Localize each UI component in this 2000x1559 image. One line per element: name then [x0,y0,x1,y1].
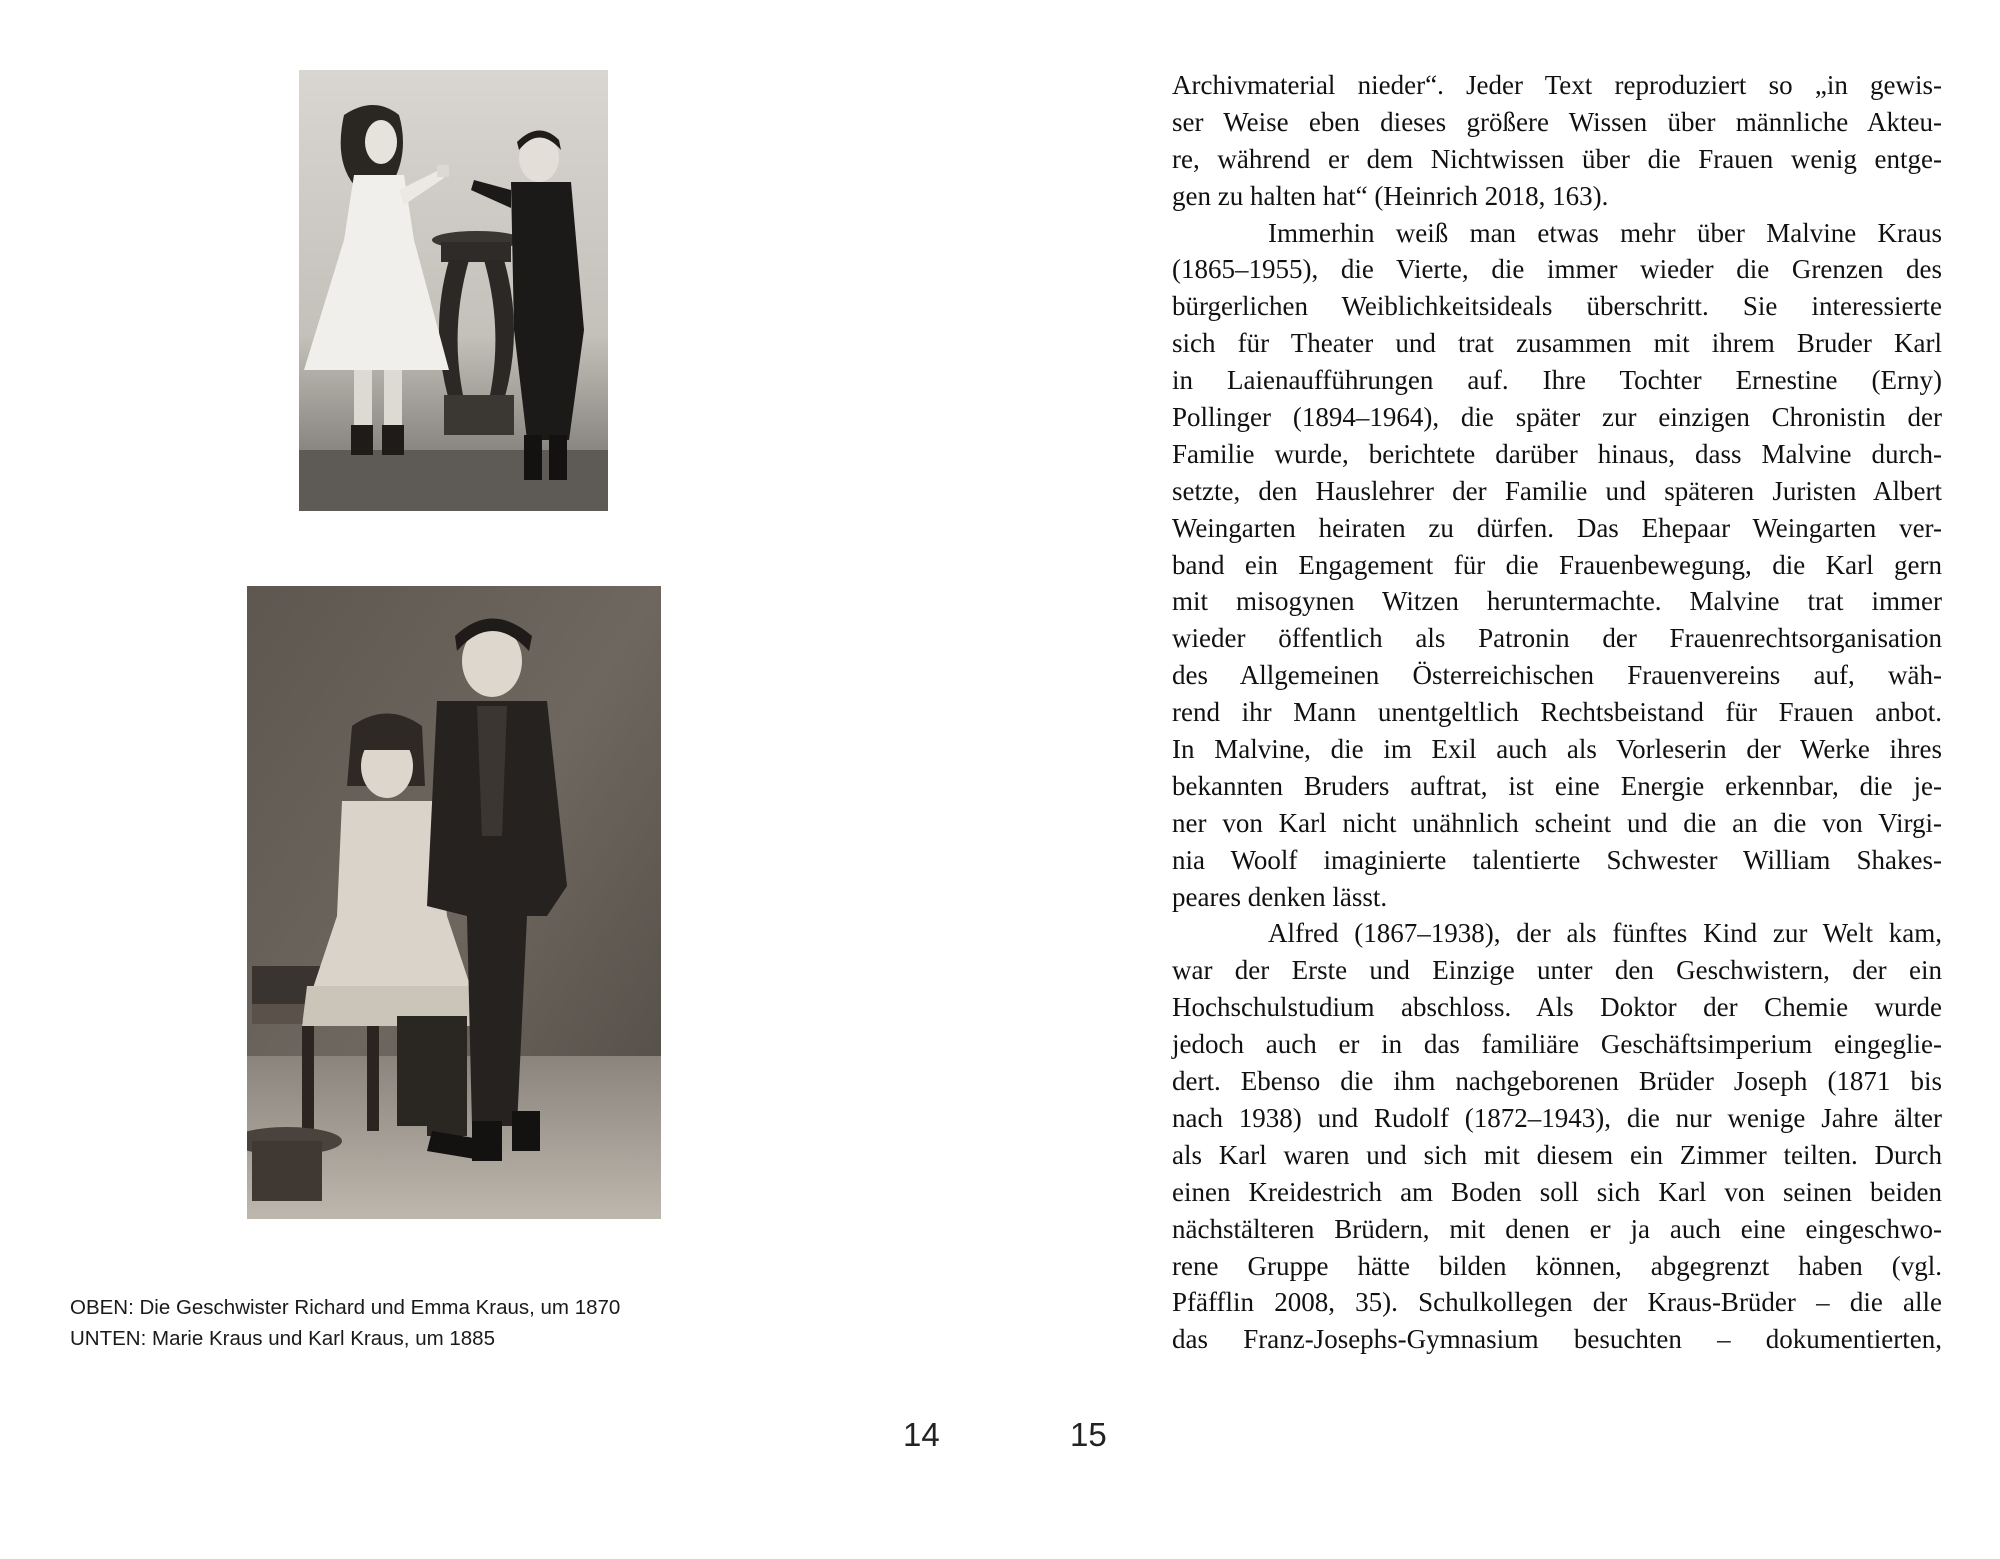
photo-caption [70,1292,750,1354]
body-text [1172,67,1942,1358]
text-line: setzte, den Hauslehrer der Familie und späteren Juristen Albert [1172,475,1942,506]
photo-marie-and-karl-image [247,586,661,1219]
text-line: bürgerlichen Weiblichkeitsideals überschritt. Sie interessierte [1172,291,1942,322]
text-line: band ein Engagement für die Frauenbewegung, die Karl gern [1172,549,1942,580]
photo-marie-and-karl [247,586,661,1219]
text-line: Hochschulstudium abschloss. Als Doktor der Chemie wurde [1172,992,1942,1023]
text-line: ner von Karl nicht unähnlich scheint und die an die von Virgi- [1172,807,1942,838]
text-line: Weingarten heiraten zu dürfen. Das Ehepaar Weingarten ver- [1172,512,1942,543]
text-line: Archivmaterial nieder“. Jeder Text reproduziert so „in gewis- [1172,70,1942,100]
text-line: Pfäfflin 2008, 35). Schulkollegen der Kraus-Brüder – die alle [1172,1287,1942,1318]
page-number-right: 15 [1070,1416,1107,1453]
text-line: Pollinger (1894–1964), die später zur einzigen Chronistin der [1172,402,1942,433]
text-line: dert. Ebenso die ihm nachgeborenen Brüder Joseph (1871 bis [1172,1066,1942,1097]
text-line: rend ihr Mann unentgeltlich Rechtsbeistand für Frauen anbot. [1172,697,1942,728]
text-line: ser Weise eben dieses größere Wissen über männliche Akteu- [1172,106,1942,137]
text-line: mit misogynen Witzen heruntermachte. Malvine trat immer [1172,586,1942,617]
text-line: nächstälteren Brüdern, mit denen er ja auch eine eingeschwo- [1172,1213,1942,1244]
text-line: rene Gruppe hätte bilden können, abgegrenzt haben (vgl. [1172,1250,1942,1281]
text-line: Alfred (1867–1938), der als fünftes Kind zur Welt kam, [1268,918,1942,949]
photo-richard-and-emma-image [299,70,608,511]
text-line: sich für Theater und trat zusammen mit ihrem Bruder Karl [1172,328,1942,359]
text-line: als Karl waren und sich mit diesem ein Zimmer teilten. Durch [1172,1139,1942,1170]
text-line: nach 1938) und Rudolf (1872–1943), die nur wenige Jahre älter [1172,1102,1942,1133]
text-line: In Malvine, die im Exil auch als Vorleserin der Werke ihres [1172,734,1942,765]
caption-top: OBEN: Die Geschwister Richard und Emma Kraus, um 1870 [70,1296,621,1319]
text-line: (1865–1955), die Vierte, die immer wieder die Grenzen des [1172,254,1942,285]
text-line: re, während er dem Nichtwissen über die Frauen wenig entge- [1172,143,1942,174]
text-line: in Laienaufführungen auf. Ihre Tochter Ernestine (Erny) [1172,365,1942,396]
text-line: war der Erste und Einzige unter den Geschwistern, der ein [1172,955,1942,986]
text-line: Immerhin weiß man etwas mehr über Malvine Kraus [1268,217,1942,248]
text-line: jedoch auch er in das familiäre Geschäftsimperium eingeglie- [1172,1029,1942,1060]
caption-bottom: UNTEN: Marie Kraus und Karl Kraus, um 1885 [70,1327,495,1350]
text-line: Familie wurde, berichtete darüber hinaus, dass Malvine durch- [1172,438,1942,469]
page-number-left: 14 [903,1416,940,1453]
text-line: nia Woolf imaginierte talentierte Schwester William Shakes- [1172,844,1942,875]
photo-richard-and-emma [299,70,608,511]
text-line: bekannten Bruders auftrat, ist eine Energie erkennbar, die je- [1172,770,1942,801]
text-line: einen Kreidestrich am Boden soll sich Karl von seinen beiden [1172,1176,1942,1207]
text-line: gen zu halten hat“ (Heinrich 2018, 163). [1172,180,1609,211]
text-line: peares denken lässt. [1172,881,1388,912]
text-line: das Franz-Josephs-Gymnasium besuchten – dokumentierten, [1172,1324,1942,1355]
text-line: wieder öffentlich als Patronin der Frauenrechtsorganisation [1172,623,1942,654]
text-line: des Allgemeinen Österreichischen Frauenvereins auf, wäh- [1172,660,1942,691]
